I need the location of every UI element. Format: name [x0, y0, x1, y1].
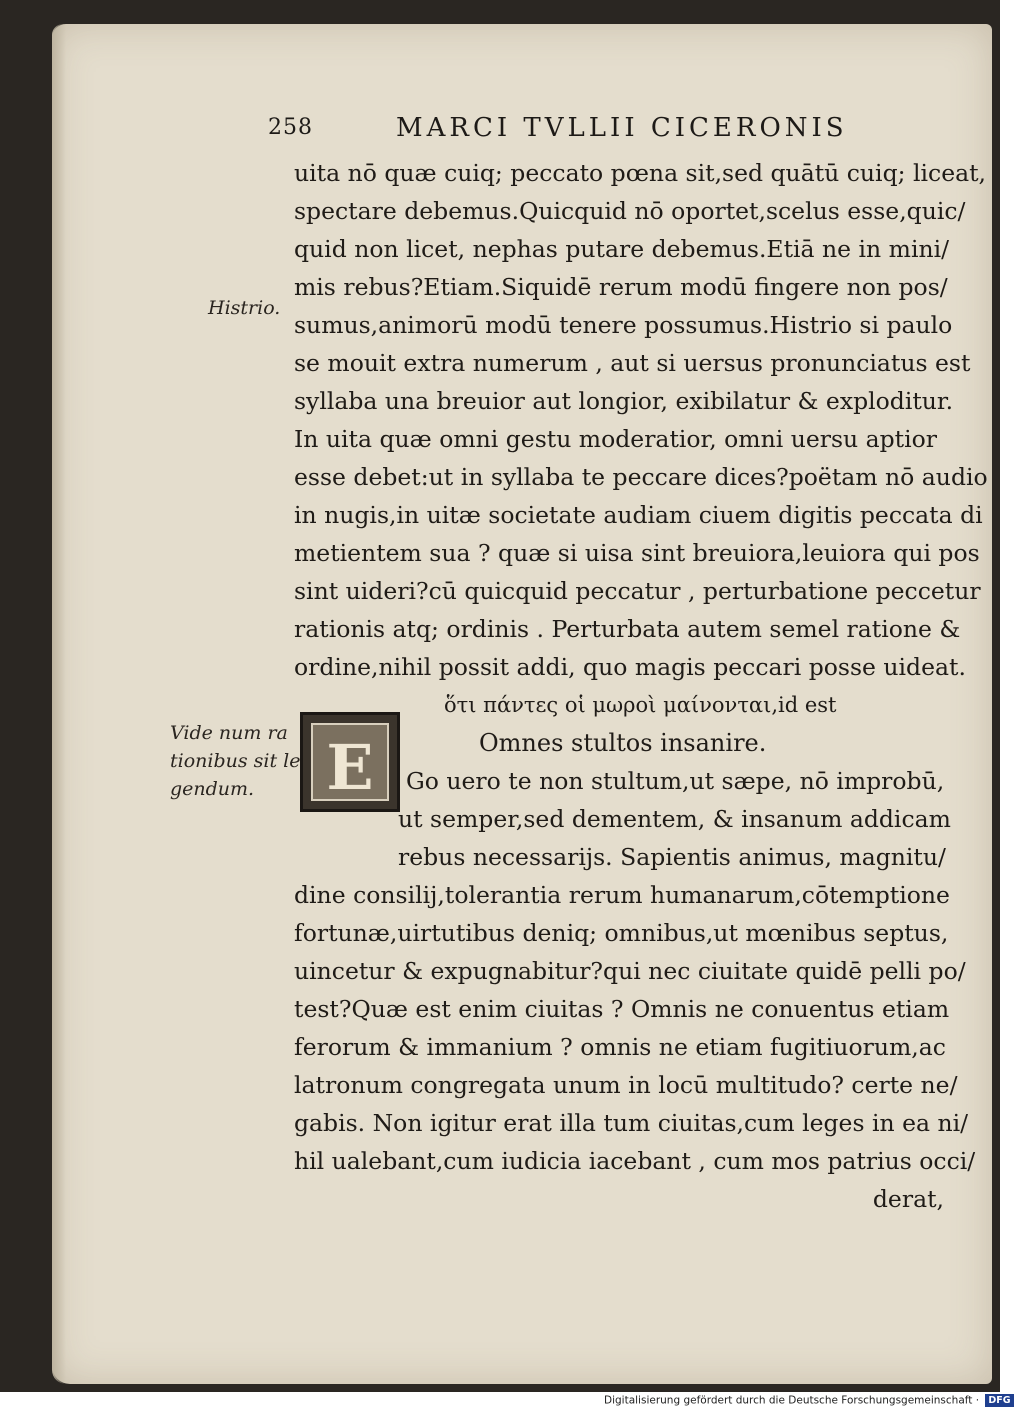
text-line: Go uero te non stultum,ut sæpe, nō improbū,	[406, 767, 945, 795]
text-line: se mouit extra numerum , aut si uersus pronunciatus est	[294, 349, 971, 377]
text-line: esse debet:ut in syllaba te peccare dices?poëtam nō audio	[294, 463, 988, 491]
dfg-logo: DFG	[985, 1394, 1013, 1407]
running-head	[268, 113, 868, 147]
text-line: mis rebus?Etiam.Siquidē rerum modū fingere non pos/	[294, 273, 948, 301]
text-line: ut semper,sed dementem, & insanum addicam	[398, 805, 951, 833]
margin-note-line: tionibus sit le	[170, 750, 301, 772]
text-line: syllaba una breuior aut longior, exibilatur & exploditur.	[294, 387, 954, 415]
section-heading: Omnes stultos insanire.	[479, 729, 767, 757]
margin-note-histrio: Histrio.	[208, 297, 281, 319]
page-number: 258	[268, 115, 313, 140]
greek-line: ὅτι πάντες οἱ μωροὶ μαίνονται,id est	[444, 693, 837, 717]
text-line: dine consilij,tolerantia rerum humanarum,cōtemptione	[294, 881, 950, 909]
digitization-footer	[604, 1394, 1014, 1407]
text-line: ordine,nihil possit addi, quo magis peccari posse uideat.	[294, 653, 966, 681]
margin-note-line: gendum.	[170, 778, 255, 800]
running-head-title: MARCI TVLLII CICERONIS	[396, 113, 848, 143]
page-gutter-shadow	[52, 24, 66, 1384]
text-line: gabis. Non igitur erat illa tum ciuitas,cum leges in ea ni/	[294, 1109, 969, 1137]
text-line: metientem sua ? quæ si uisa sint breuiora,leuiora qui pos	[294, 539, 980, 567]
text-line: hil ualebant,cum iudicia iacebant , cum mos patrius occi/	[294, 1147, 976, 1175]
text-line: latronum congregata unum in locū multitudo? certe ne/	[294, 1071, 958, 1099]
footer-text: Digitalisierung gefördert durch die Deutsche Forschungsgemeinschaft ·	[604, 1394, 980, 1407]
text-line: in nugis,in uitæ societate audiam ciuem digitis peccata di	[294, 501, 983, 529]
margin-note-vide	[170, 719, 301, 803]
text-line: test?Quæ est enim ciuitas ? Omnis ne conuentus etiam	[294, 995, 950, 1023]
text-line: sint uideri?cū quicquid peccatur , perturbatione peccetur	[294, 577, 981, 605]
text-line: spectare debemus.Quicquid nō oportet,scelus esse,quic/	[294, 197, 966, 225]
text-line: fortunæ,uirtutibus deniq; omnibus,ut mœnibus septus,	[294, 919, 949, 947]
text-line: quid non licet, nephas putare debemus.Etiā ne in mini/	[294, 235, 950, 263]
text-line: uincetur & expugnabitur?qui nec ciuitate quidē pelli po/	[294, 957, 966, 985]
main-text	[294, 154, 988, 1218]
text-line: rationis atq; ordinis . Perturbata autem semel ratione &	[294, 615, 961, 643]
text-line: uita nō quæ cuiq; peccato pœna sit,sed quātū cuiq; liceat,	[294, 159, 987, 187]
catchword: derat,	[872, 1185, 944, 1213]
text-line: sumus,animorū modū tenere possumus.Histrio si paulo	[294, 311, 953, 339]
text-line: rebus necessarijs. Sapientis animus, magnitu/	[398, 843, 946, 871]
text-line: ferorum & immanium ? omnis ne etiam fugitiuorum,ac	[294, 1033, 946, 1061]
initial-letter: E	[326, 731, 374, 804]
margin-note-line: Vide num ra	[170, 722, 288, 744]
text-line: In uita quæ omni gestu moderatior, omni uersu aptior	[294, 425, 938, 453]
